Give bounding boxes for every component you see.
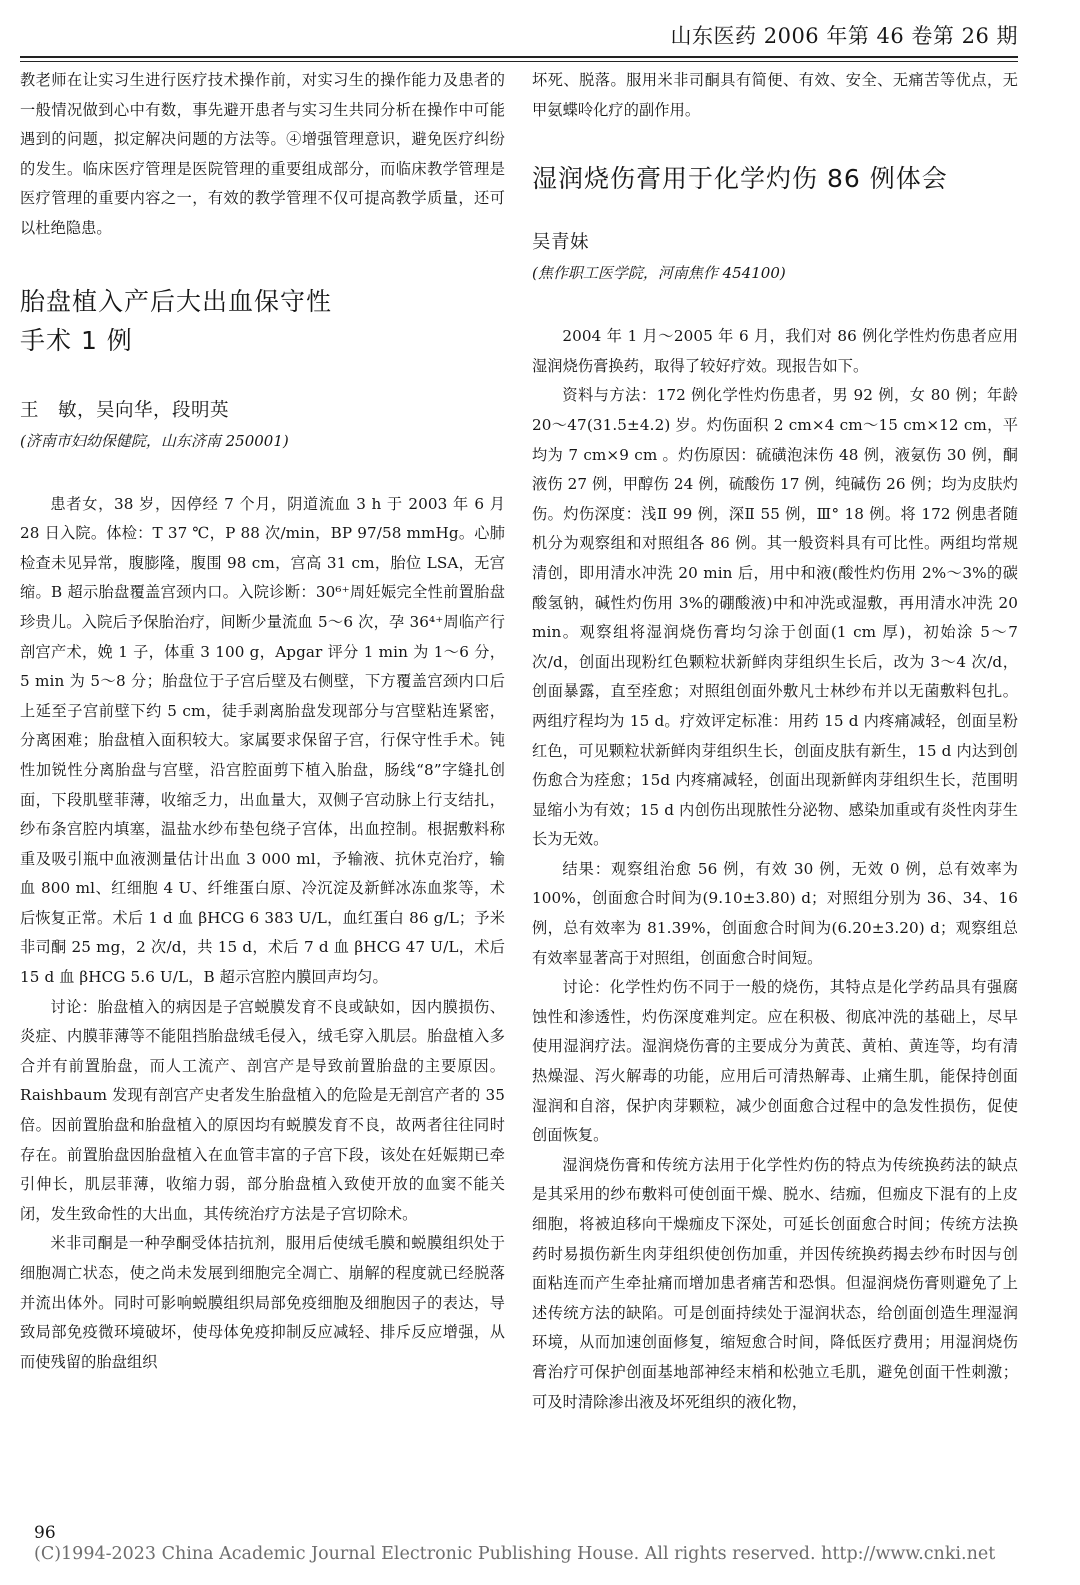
article1-title-line1: 胎盘植入产后大出血保守性: [20, 286, 333, 316]
article1-affiliation: (济南市妇幼保健院，山东济南 250001): [20, 431, 289, 450]
article2-comparison-paragraph: 湿润烧伤膏和传统方法用于化学性灼伤的特点为传统换药法的缺点是其采用的纱布敷料可使创面干燥、脱水、结痂，但痂皮下混有的上皮细胞，将被迫移向干燥痂皮下深处，可延长创面愈合时间；传统方法换药时易损伤新生肉芽组织使创伤加重，并因传统换药揭去纱布时因与创面粘连而产生牵扯痛而增加患者痛苦和恐惧。但湿润烧伤膏则避免了上述传统方法的缺陷。可是创面持续处于湿润状态，给创面创造生理湿润环境，从而加速创面修复，缩短愈合时间，降低医疗费用；用湿润烧伤膏治疗可保护创面基地部神经末梢和松弛立毛肌，避免创面干性刺激；可及时清除渗出液及坏死组织的液化物，: [532, 1155, 1018, 1411]
article2-title: 湿润烧伤膏用于化学灼伤 86 例体会: [532, 164, 948, 194]
article2-affiliation: (焦作职工医学院，河南焦作 454100): [532, 264, 786, 283]
article2-methods-paragraph: 资料与方法：172 例化学性灼伤患者，男 92 例，女 80 例；年龄 20～47(31.5±4.2) 岁。灼伤面积 2 cm×4 cm～15 cm×12 cm，平均为 7 cm×9 cm 。灼伤原因：硫磺泡沫伤 48 例，液氨伤 30 例，酮液伤 27 例，甲醇伤 24 例，硫酸伤 17 例，纯碱伤 26 例；均为皮肤灼伤。灼伤深度：浅Ⅱ 99 例，深Ⅱ 55 例，Ⅲ° 18 例。将 172 例患者随机分为观察组和对照组各 86 例。其一般资料具有可比性。两组均常规清创，即用清水冲洗 20 min 后，用中和液(酸性灼伤用 2%～3%的碳酸氢钠，碱性灼伤用 3%的硼酸液)中和冲洗或湿敷，再用清水冲洗 20 min。观察组将湿润烧伤膏均匀涂于创面(1 cm 厚)，初始涂 5～7 次/d，创面出现粉红色颗粒状新鲜肉芽组织生长后，改为 3～4 次/d，创面暴露，直至痊愈；对照组创面外敷凡士林纱布并以无菌敷料包扎。两组疗程均为 15 d。疗效评定标准：用药 15 d 内疼痛减轻，创面呈粉红色，可见颗粒状新鲜肉芽组织生长，创面皮肤有新生，15 d 内达到创伤愈合为痊愈；15d 内疼痛减轻，创面出现新鲜肉芽组织生长，范围明显缩小为有效；15 d 内创伤出现脓性分泌物、感染加重或有炎性肉芽生长为无效。: [532, 386, 1018, 849]
article2-discussion-paragraph: 讨论：化学性灼伤不同于一般的烧伤，其特点是化学药品具有强腐蚀性和渗透性，灼伤深度难判定。应在积极、彻底冲洗的基础上，尽早使用湿润疗法。湿润烧伤膏的主要成分为黄芪、黄柏、黄连等，均有清热燥湿、泻火解毒的功能，应用后可清热解毒、止痛生肌，能保持创面湿润和自溶，保护肉芽颗粒，减少创面愈合过程中的急发性损伤，促使创面恢复。: [532, 978, 1018, 1145]
left-continuation-text: 教老师在让实习生进行医疗技术操作前，对实习生的操作能力及患者的一般情况做到心中有数，事先避开患者与实习生共同分析在操作中可能遇到的问题，拟定解决问题的方法等。④增强管理意识，避免医疗纠纷的发生。临床医疗管理是医院管理的重要组成部分，而临床教学管理是医疗管理的重要内容之一，有效的教学管理不仅可提高教学质量，还可以杜绝隐患。: [20, 71, 505, 237]
right-column: [532, 66, 1018, 1417]
article1-title: [20, 282, 505, 360]
article1-authors: 王 敏，吴向华，段明英: [20, 399, 230, 421]
journal-header: 山东医药 2006 年第 46 卷第 26 期: [670, 24, 1018, 48]
header-rule-thin: [20, 61, 1018, 62]
article1-mifepristone-paragraph: 米非司酮是一种孕酮受体拮抗剂，服用后使绒毛膜和蜕膜组织处于细胞凋亡状态，使之尚未发展到细胞完全凋亡、崩解的程度就已经脱落并流出体外。同时可影响蜕膜组织局部免疫细胞及细胞因子的表达，导致局部免疫微环境破坏，使母体免疫抑制反应减轻、排斥反应增强，从而使残留的胎盘组织: [20, 1234, 505, 1371]
copyright-footer: (C)1994-2023 China Academic Journal Electronic Publishing House. All rights reserved. http://www.cnki.net: [34, 1544, 996, 1564]
header-rule-thick: [20, 56, 1018, 58]
article1-title-line2: 手术 1 例: [20, 325, 133, 355]
article2-results-paragraph: 结果：观察组治愈 56 例，有效 30 例，无效 0 例，总有效率为 100%，创面愈合时间为(9.10±3.80) d；对照组分别为 36、34、16 例，总有效率为 81.39%，创面愈合时间为(6.20±3.20) d；观察组总有效率显著高于对照组，创面愈合时间短。: [532, 859, 1018, 967]
article2-author: 吴青妹: [532, 232, 590, 254]
article1-case-paragraph: 患者女，38 岁，因停经 7 个月，阴道流血 3 h 于 2003 年 6 月 28 日入院。体检：T 37 ℃，P 88 次/min，BP 97/58 mmHg。心肺检查未见异常，腹膨隆，腹围 98 cm，宫高 31 cm，胎位 LSA，无宫缩。B 超示胎盘覆盖宫颈内口。入院诊断：30⁶⁺周妊娠完全性前置胎盘 珍贵儿。入院后予保胎治疗，间断少量流血 5～6 次，孕 36⁴⁺周临产行剖宫产术，娩 1 子，体重 3 100 g，Apgar 评分 1 min 为 1～6 分，5 min 为 5～8 分；胎盘位于子宫后壁及右侧壁，下方覆盖宫颈内口后上延至子宫前壁下约 5 cm，徒手剥离胎盘发现部分与宫壁粘连紧密，分离困难；胎盘植入面积较大。家属要求保留子宫，行保守性手术。钝性加锐性分离胎盘与宫壁，沿宫腔面剪下植入胎盘，肠线“8”字缝扎创面，下段肌壁菲薄，收缩乏力，出血量大，双侧子宫动脉上行支结扎，纱布条宫腔内填塞，温盐水纱布垫包绕子宫体，出血控制。根据敷料称重及吸引瓶中血液测量估计出血 3 000 ml，予输液、抗休克治疗，输血 800 ml、红细胞 4 U、纤维蛋白原、冷沉淀及新鲜冰冻血浆等，术后恢复正常。术后 1 d 血 βHCG 6 383 U/L，血红蛋白 86 g/L；予米非司酮 25 mg，2 次/d，共 15 d，术后 7 d 血 βHCG 47 U/L，术后 15 d 血 βHCG 5.6 U/L，B 超示宫腔内膜回声均匀。: [20, 494, 505, 987]
page-number: 96: [34, 1523, 56, 1543]
article2-intro-paragraph: 2004 年 1 月～2005 年 6 月，我们对 86 例化学性灼伤患者应用湿润烧伤膏换药，取得了较好疗效。现报告如下。: [532, 327, 1018, 375]
left-column: [20, 66, 505, 1377]
article1-discussion-paragraph: 讨论：胎盘植入的病因是子宫蜕膜发育不良或缺如，因内膜损伤、炎症、内膜菲薄等不能阻挡胎盘绒毛侵入，绒毛穿入肌层。胎盘植入多合并有前置胎盘，而人工流产、剖宫产是导致前置胎盘的主要原因。Raishbaum 发现有剖宫产史者发生胎盘植入的危险是无剖宫产者的 35 倍。因前置胎盘和胎盘植入的原因均有蜕膜发育不良，故两者往往同时存在。前置胎盘因胎盘植入在血管丰富的子宫下段，该处在妊娠期已牵引伸长，肌层菲薄，收缩力弱，部分胎盘植入致使开放的血窦不能关闭，发生致命性的大出血，其传统治疗方法是子宫切除术。: [20, 997, 505, 1223]
right-continuation-text: 坏死、脱落。服用米非司酮具有简便、有效、安全、无痛苦等优点，无甲氨蝶呤化疗的副作用。: [532, 71, 1018, 119]
